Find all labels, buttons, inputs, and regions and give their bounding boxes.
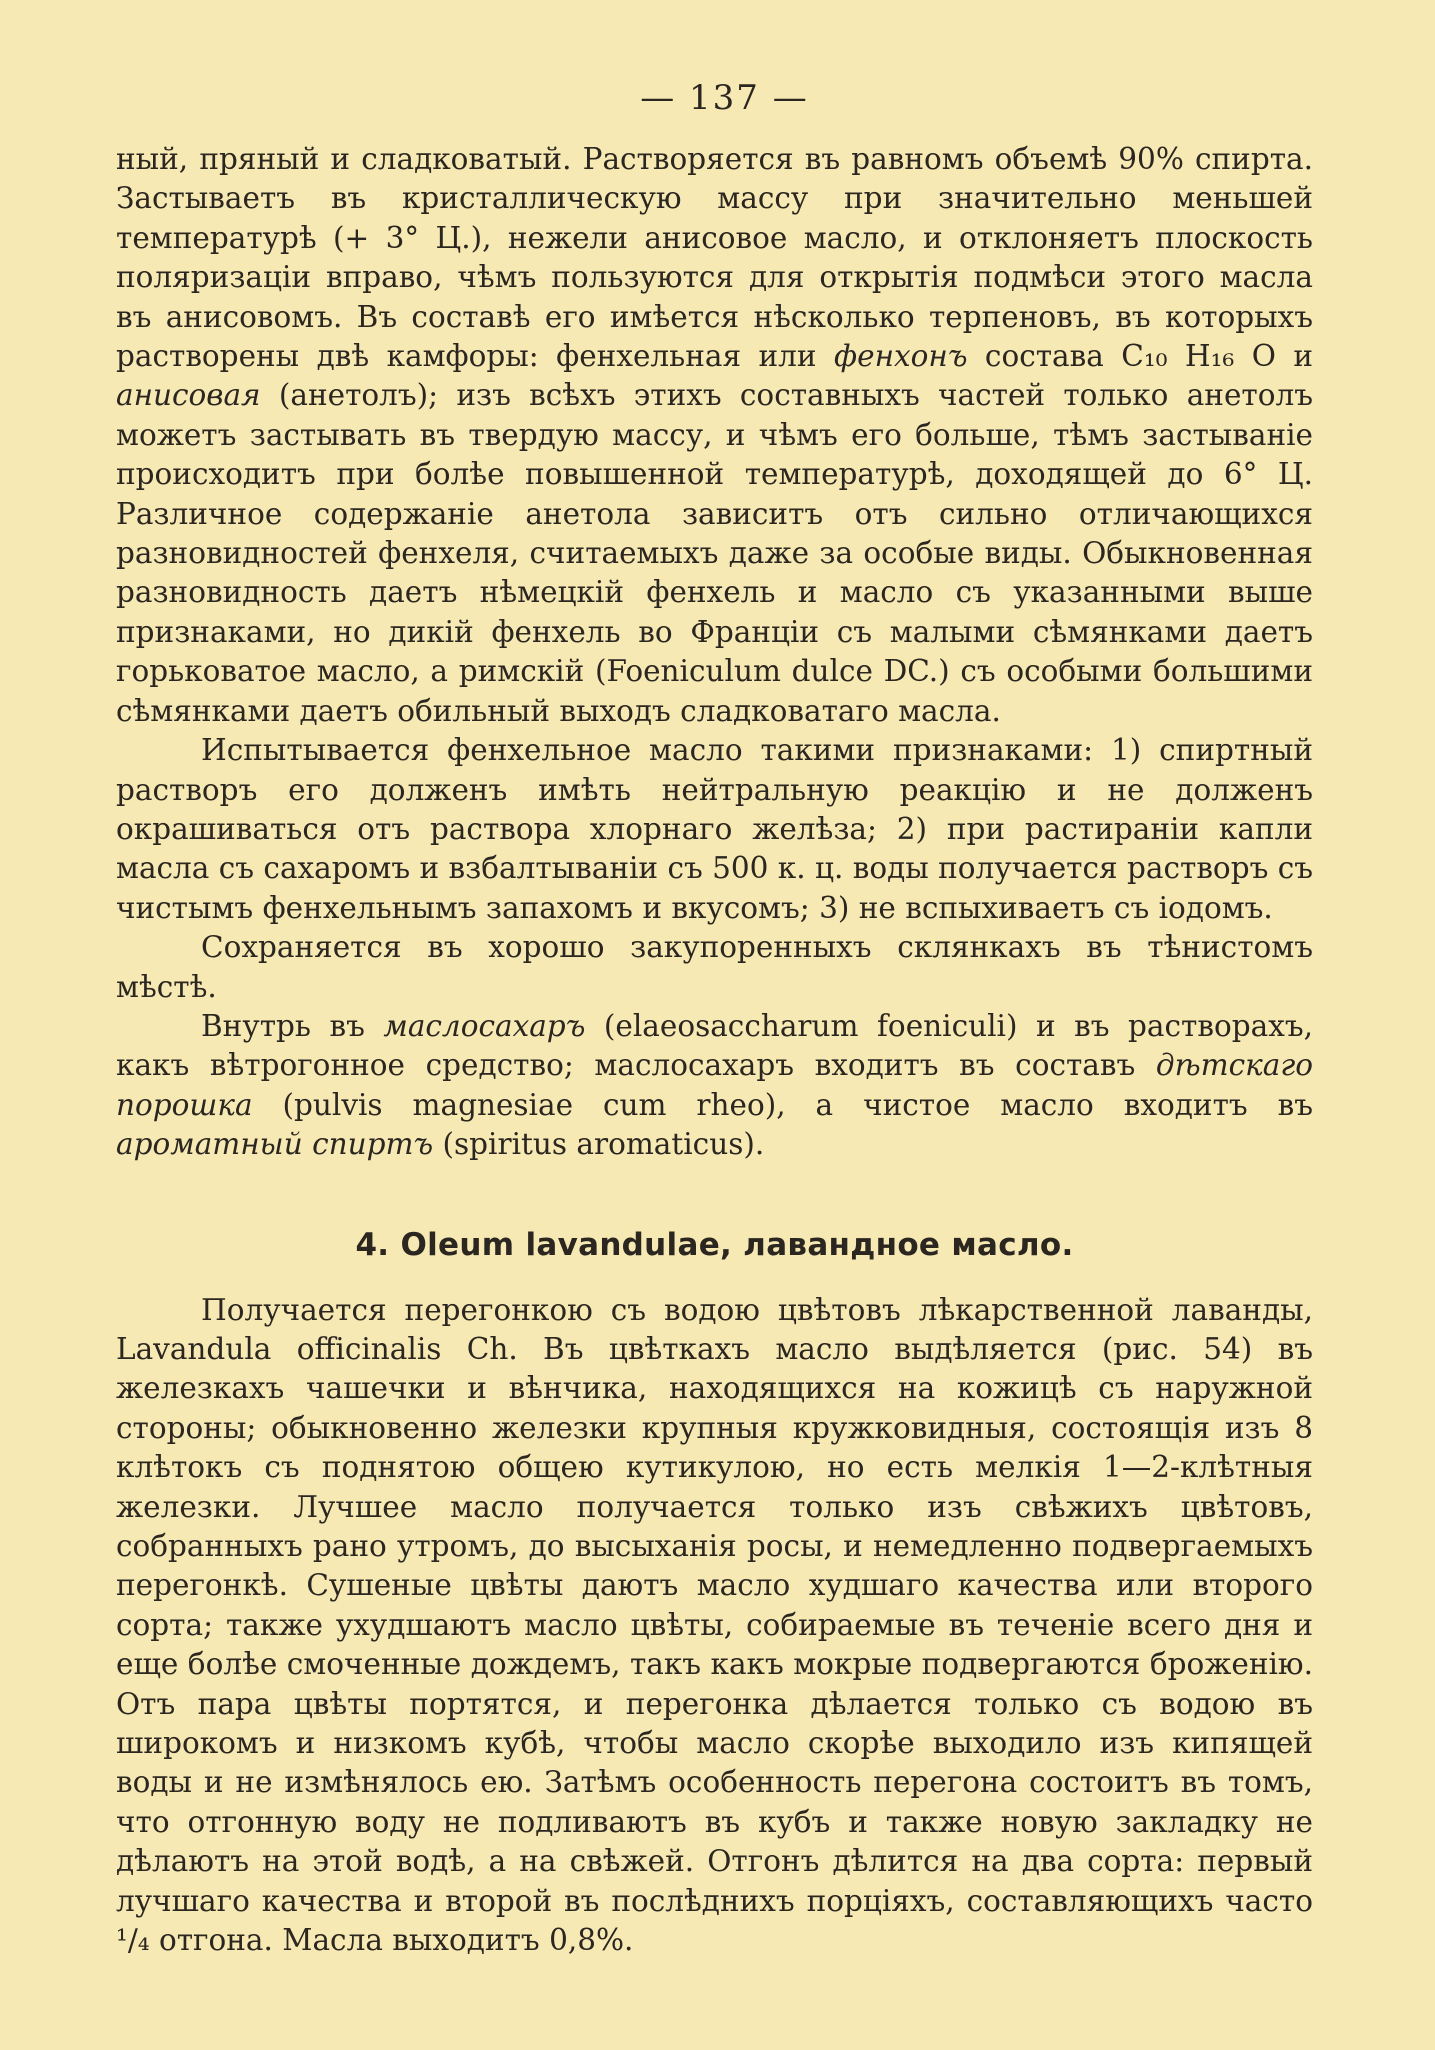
- term-fenchone: фенхонъ: [834, 339, 968, 374]
- paragraph-fennel-properties: ный, пряный и сладковатый. Растворяется въ равномъ объемѣ 90% спирта. Застываетъ въ кристаллическую массу при значительно меньшей температурѣ (+ 3° Ц.), нежели анисовое масло, и отклоняетъ плоскость поляризаціи вправо, чѣмъ пользуются для открытія подмѣси этого масла въ анисовомъ. Въ составѣ его имѣется нѣсколько терпеновъ, въ которыхъ растворены двѣ камфоры: фенхельная или фенхонъ состава C₁₀ H₁₆ O и анисовая (анетолъ); изъ всѣхъ этихъ составныхъ частей только анетолъ можетъ застывать въ твердую массу, и чѣмъ его больше, тѣмъ застываніе происходитъ при болѣе повышенной температурѣ, доходящей до 6° Ц. Различное содержаніе анетола зависитъ отъ сильно отличающихся разновидностей фенхеля, считаемыхъ даже за особые виды. Обыкновенная разновидность даетъ нѣмецкій фенхель и масло съ указанными выше признаками, но дикій фенхель во Франціи съ малыми сѣмянками даетъ горьковатое масло, а римскій (Foeniculum dulce DC.) съ особыми большими сѣмянками даетъ обильный выходъ сладковатаго масла.: [116, 142, 1313, 728]
- page-number: — 137 —: [640, 78, 809, 118]
- term-oleosaccharum: маслосахаръ: [383, 1008, 586, 1043]
- term-anise-camphor: анисовая: [116, 378, 261, 413]
- term-aromatic-spirit: ароматный спиртъ: [116, 1127, 434, 1162]
- paragraph-fennel-testing: Испытывается фенхельное масло такими признаками: 1) спиртный растворъ его долженъ имѣть нейтральную реакцію и не долженъ окрашиваться отъ раствора хлорнаго желѣза; 2) при растираніи капли масла съ сахаромъ и взбалтываніи съ 500 к. ц. воды получается растворъ съ чистымъ фенхельнымъ запахомъ и вкусомъ; 3) не вспыхиваетъ съ іодомъ.: [116, 733, 1314, 925]
- paragraph-lavender-production: Получается перегонкою съ водою цвѣтовъ лѣкарственной лаванды, Lavandula officinalis Ch. Въ цвѣткахъ масло выдѣляется (рис. 54) въ железкахъ чашечки и вѣнчика, находящихся на кожицѣ съ наружной стороны; обыкновенно железки крупныя кружковидныя, состоящія изъ 8 клѣтокъ съ поднятою общею кутикулою, но есть мелкія 1—2-клѣтныя железки. Лучшее масло получается только изъ свѣжихъ цвѣтовъ, собранныхъ рано утромъ, до высыханія росы, и немедленно подвергаемыхъ перегонкѣ. Сушеные цвѣты даютъ масло худшаго качества или второго сорта; также ухудшаютъ масло цвѣты, собираемые въ теченіе всего дня и еще болѣе смоченные дождемъ, такъ какъ мокрые подвергаются броженію. Отъ пара цвѣты портятся, и перегонка дѣлается только съ водою въ широкомъ и низкомъ кубѣ, чтобы масло скорѣе выходило изъ кипящей воды и не измѣнялось ею. Затѣмъ особенность перегона состоитъ въ томъ, что отгонную воду не подливаютъ въ кубъ и также новую закладку не дѣлаютъ на этой водѣ, а на свѣжей. Отгонъ дѣлится на два сорта: первый лучшаго качества и второй въ послѣднихъ порціяхъ, составляющихъ часто ¹/₄ отгона. Масла выходитъ 0,8%.: [116, 1292, 1313, 1958]
- section-heading-lavender-oil: 4. Oleum lavandulae, лавандное масло.: [355, 1226, 1074, 1263]
- term-childrens-powder: дѣтскаго порошка: [116, 1048, 1313, 1122]
- paragraph-fennel-usage: Внутрь въ маслосахаръ (elaeosaccharum foeniculi) и въ растворахъ, какъ вѣтрогонное средство; маслосахаръ входитъ въ составъ дѣтскаго порошка (pulvis magnesiae cum rheo), а чистое масло входитъ въ ароматный спиртъ (spiritus aromaticus).: [116, 1008, 1313, 1162]
- paragraph-fennel-storage: Сохраняется въ хорошо закупоренныхъ склянкахъ въ тѣнистомъ мѣстѣ.: [116, 930, 1313, 1004]
